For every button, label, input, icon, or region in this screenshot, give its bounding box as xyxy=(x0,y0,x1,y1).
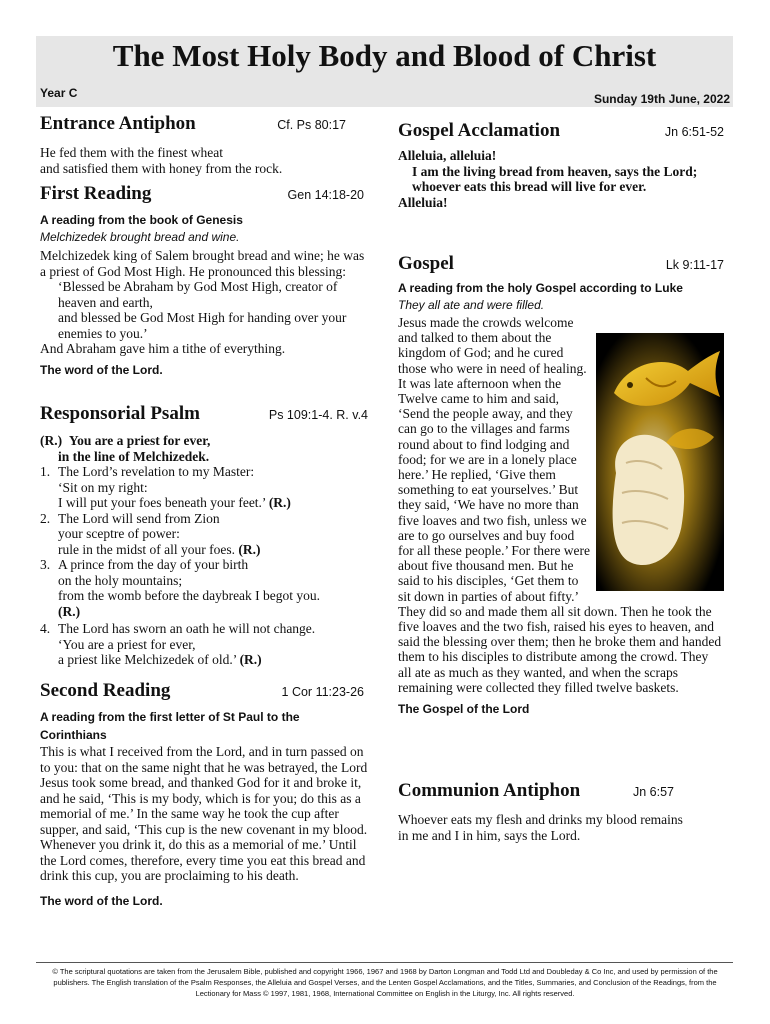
communion-antiphon-section xyxy=(398,780,724,843)
first-reading-para-2: And Abraham gave him a tithe of everything. xyxy=(40,341,286,356)
communion-text: Whoever eats my flesh and drinks my blood remains in me and I in him, says the Lord. xyxy=(398,812,683,843)
psalm-heading: Responsorial Psalm xyxy=(40,403,200,424)
second-reading-close: The word of the Lord. xyxy=(40,893,163,908)
copyright-footer: © The scriptural quotations are taken from the Jerusalem Bible, published and copyright 1966, 1967 and 1968 by Darton Longman and Todd Ltd and Doubleday & Co Inc, and used by permission of the publishers. The English translation of the Psalm Responses, the Alleluia and Gospel Verses, and the Lenten Gospel Acclamations, and the Titles, Summaries, and Conclusion of the Readings, from the Lectionary for Mass © 1997, 1981, 1968, International Committee on English in the Liturgy, Inc. All rights reserved. xyxy=(52,967,718,998)
psalm-response-ref: (R.) xyxy=(58,603,81,619)
gospel-intro: A reading from the holy Gospel according to Luke xyxy=(398,281,683,295)
second-reading-ref: 1 Cor 11:23-26 xyxy=(281,685,364,699)
gospel-ref: Lk 9:11-17 xyxy=(665,258,724,272)
gospel-summary: They all ate and were filled. xyxy=(398,298,545,312)
gospel-section xyxy=(398,253,724,718)
first-reading-ref: Gen 14:18-20 xyxy=(287,188,364,202)
first-reading-intro: A reading from the book of Genesis xyxy=(40,213,243,227)
psalm-response-ref: (R.) xyxy=(238,541,261,557)
psalm-section xyxy=(40,403,368,668)
entrance-antiphon-ref: Cf. Ps 80:17 xyxy=(277,118,346,132)
service-date: Sunday 19th June, 2022 xyxy=(593,92,730,106)
gospel-close: The Gospel of the Lord xyxy=(398,702,530,717)
psalm-verse-1: 1. The Lord’s revelation to my Master: ‘Sit on my right: I will put your foes beneath your feet.’ (R.) xyxy=(40,464,291,510)
second-reading-heading: Second Reading xyxy=(40,680,171,701)
entrance-antiphon-heading: Entrance Antiphon xyxy=(40,113,196,134)
first-reading-heading: First Reading xyxy=(40,183,152,204)
first-reading-summary: Melchizedek brought bread and wine. xyxy=(40,230,240,244)
entrance-line-1: He fed them with the finest wheat xyxy=(40,145,223,160)
first-reading-para-1: Melchizedek king of Salem brought bread and wine; he was a priest of God Most High. He pronounced this blessing: xyxy=(40,248,365,279)
first-reading-quote-2: and blessed be God Most High for handing over your enemies to you.’ xyxy=(58,310,347,341)
psalm-ref: Ps 109:1-4. R. v.4 xyxy=(268,408,368,422)
second-reading-intro: A reading from the first letter of St Paul to the Corinthians xyxy=(40,710,300,742)
gospel-acclamation-section xyxy=(398,120,724,210)
gospel-heading: Gospel xyxy=(398,253,454,274)
acclamation-line-3: whoever eats this bread will live for ever. xyxy=(412,179,647,194)
liturgical-year: Year C xyxy=(40,86,78,100)
entrance-line-2: and satisfied them with honey from the rock. xyxy=(40,160,283,176)
gospel-para-1: Jesus made the crowds welcome and talked to them about the kingdom of God; and he cured those who were in need of healing. xyxy=(398,315,587,376)
acclamation-ref: Jn 6:51-52 xyxy=(664,125,724,139)
psalm-verse-3: 3. A prince from the day of your birth on the holy mountains; from the womb before the daybreak I begot you. (R.) xyxy=(40,557,368,619)
acclamation-line-4: Alleluia! xyxy=(398,194,448,210)
page-title: The Most Holy Body and Blood of Christ xyxy=(112,38,657,73)
entrance-antiphon-section xyxy=(40,113,368,176)
fish-and-bread-icon xyxy=(596,333,724,591)
psalm-response-ref: (R.) xyxy=(268,495,291,510)
acclamation-heading: Gospel Acclamation xyxy=(398,120,561,141)
psalm-verse-4: 4. The Lord has sworn an oath he will not change. ‘You are a priest for ever, a priest like Melchizedek of old.’ (R.) xyxy=(40,621,316,667)
psalm-verse-2: 2. The Lord will send from Zion your sceptre of power: rule in the midst of all your foes. (R.) xyxy=(40,510,261,557)
acclamation-line-1: Alleluia, alleluia! xyxy=(398,148,497,163)
first-reading-section xyxy=(40,183,368,379)
first-reading-quote-1: ‘Blessed be Abraham by God Most High, creator of heaven and earth, xyxy=(58,279,338,310)
communion-heading: Communion Antiphon xyxy=(398,780,581,801)
psalm-response-ref: (R.) xyxy=(239,652,262,667)
acclamation-line-2: I am the living bread from heaven, says the Lord; xyxy=(412,163,698,179)
psalm-response-marker: (R.) xyxy=(40,433,63,448)
psalm-response-line-1: You are a priest for ever, xyxy=(68,433,211,448)
gospel-para-2: It was late afternoon when the Twelve came to him and said, ‘Send the people away, and they can go to the villages and farms round about to find lodging and food; for we are in a lonely place here.’ He replied, ‘Give them something to eat yourselves.’ But they said, ‘We have no more than five loaves and two fish, unless we are to go ourselves and buy food for all these people.’ For there were about five thousand men. But he said to his disciples, ‘Get them to sit down in parties of about fifty.’ They did so and made them all sit down. Then he took the five loaves and the two fish, raised his eyes to heaven, and said the blessing over them; then he broke them and handed them to his disciples to distribute among the crowd. They all ate as much as they wanted, and when the scraps remaining were collected they filled twelve baskets. xyxy=(398,375,722,695)
second-reading-section xyxy=(40,680,368,910)
communion-ref: Jn 6:57 xyxy=(632,785,674,799)
first-reading-close: The word of the Lord. xyxy=(40,362,163,377)
second-reading-text: This is what I received from the Lord, and in turn passed on to you: that on the same night that he was betrayed, the Lord Jesus took some bread, and thanked God for it and broke it, and he said, ‘This is my body, which is for you; do this as a memorial of me.’ In the same way he took the cup after supper, and said, ‘This cup is the new covenant in my blood. Whenever you drink it, do this as a memorial of me.’ Until the Lord comes, therefore, every time you eat this bread and drink this cup, you are proclaiming to his death. xyxy=(40,744,368,883)
footer-divider xyxy=(36,962,733,963)
psalm-response-line-2: in the line of Melchizedek. xyxy=(58,448,210,464)
